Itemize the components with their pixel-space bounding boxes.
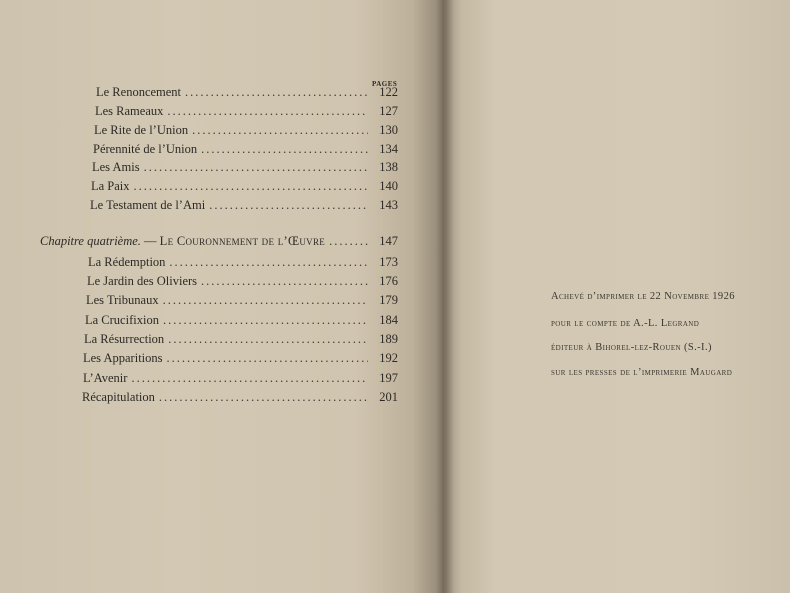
toc-leader-dots xyxy=(167,104,368,119)
toc-leader-dots xyxy=(163,293,368,308)
toc-chapter-heading xyxy=(40,234,398,252)
toc-entry-page: 192 xyxy=(379,351,398,365)
toc-leader-dots xyxy=(168,332,368,347)
toc-leader-dots xyxy=(159,390,368,405)
book-gutter xyxy=(436,0,454,593)
toc-chapter-page: 147 xyxy=(379,234,398,248)
toc-entry xyxy=(83,351,398,369)
toc-entry-title: Le Testament de l’Ami xyxy=(90,198,206,212)
toc-entry-title: La Rédemption xyxy=(88,255,166,269)
toc-entry-page: 122 xyxy=(379,85,398,99)
toc-entry xyxy=(94,123,398,141)
colophon-line: sur les presses de l’imprimerie Maugard xyxy=(551,367,733,378)
toc-leader-dots xyxy=(201,274,368,289)
toc-entry-page: 189 xyxy=(379,332,398,346)
toc-entry-title: Les Apparitions xyxy=(83,351,163,365)
toc-entry xyxy=(84,332,398,350)
toc-entry-page: 176 xyxy=(379,274,398,288)
toc-entry-title: La Paix xyxy=(91,179,130,193)
toc-entry xyxy=(88,255,398,273)
toc-entry-title: La Résurrection xyxy=(84,332,165,346)
toc-entry xyxy=(96,85,398,103)
toc-entry xyxy=(91,179,398,197)
toc-entry xyxy=(87,274,398,292)
toc-leader-dots xyxy=(201,142,368,157)
toc-leader-dots xyxy=(329,234,368,249)
toc-entry-title: L’Avenir xyxy=(83,371,128,385)
toc-entry-page: 173 xyxy=(379,255,398,269)
toc-entry-page: 201 xyxy=(379,390,398,404)
toc-entry-title: Le Rite de l’Union xyxy=(94,123,189,137)
toc-entry-title: Le Renoncement xyxy=(96,85,182,99)
toc-entry-title: Les Amis xyxy=(92,160,140,174)
toc-entry xyxy=(95,104,398,122)
colophon-line: pour le compte de A.-L. Legrand xyxy=(551,318,700,329)
toc-leader-dots xyxy=(131,371,368,386)
toc-entry-page: 130 xyxy=(379,123,398,137)
toc-leader-dots xyxy=(144,160,368,175)
toc-leader-dots xyxy=(163,313,368,328)
toc-entry-page: 134 xyxy=(379,142,398,156)
toc-entry-title: La Crucifixion xyxy=(85,313,159,327)
toc-leader-dots xyxy=(169,255,368,270)
pages-column-heading: PAGES xyxy=(372,80,398,88)
chapter-dash: — xyxy=(144,234,157,248)
toc-entry xyxy=(82,390,398,408)
toc-entry-page: 197 xyxy=(379,371,398,385)
toc-entry xyxy=(85,313,398,331)
toc-entry-page: 179 xyxy=(379,293,398,307)
toc-entry-page: 143 xyxy=(379,198,398,212)
toc-entry xyxy=(93,142,398,160)
chapter-label: Chapitre quatrième. xyxy=(40,234,141,248)
toc-entry-page: 127 xyxy=(379,104,398,118)
colophon-line: Achevé d’imprimer le 22 Novembre 1926 xyxy=(551,291,735,302)
toc-leader-dots xyxy=(134,179,368,194)
toc-entry-title: Le Jardin des Oliviers xyxy=(87,274,198,288)
toc-entry-page: 184 xyxy=(379,313,398,327)
toc-entry xyxy=(92,160,398,178)
toc-entry-title: Pérennité de l’Union xyxy=(93,142,198,156)
toc-entry xyxy=(83,371,398,389)
toc-entry-page: 138 xyxy=(379,160,398,174)
chapter-title-text: Le Couronnement de l’Œuvre xyxy=(159,234,326,248)
toc-entry-title: Les Rameaux xyxy=(95,104,164,118)
toc-entry-page: 140 xyxy=(379,179,398,193)
colophon-line: éditeur à Bihorel-lez-Rouen (S.-I.) xyxy=(551,342,712,353)
toc-leader-dots xyxy=(192,123,368,138)
toc-chapter-title xyxy=(40,234,325,249)
toc-entry-title: Les Tribunaux xyxy=(86,293,159,307)
toc-entry xyxy=(90,198,398,216)
toc-entry xyxy=(86,293,398,311)
toc-leader-dots xyxy=(185,85,368,100)
toc-entry-title: Récapitulation xyxy=(82,390,155,404)
toc-leader-dots xyxy=(209,198,368,213)
toc-leader-dots xyxy=(167,351,368,366)
